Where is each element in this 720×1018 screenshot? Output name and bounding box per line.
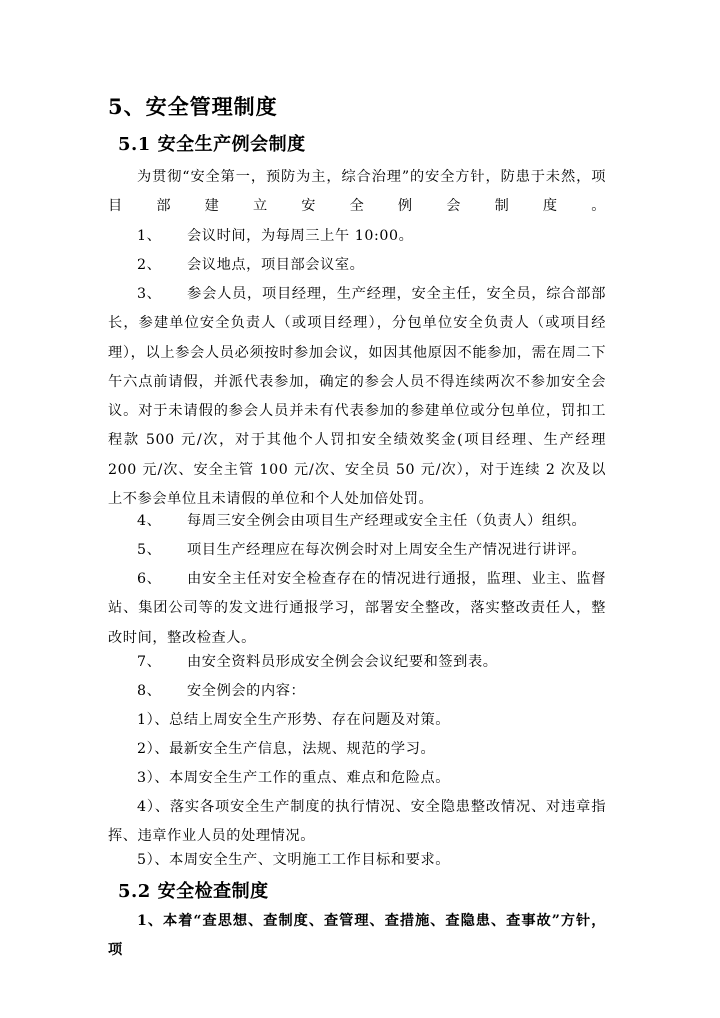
list-item-text: 会议时间，为每周三上午 10:00。: [187, 228, 414, 244]
sub-item-3: 3）、本周安全生产工作的重点、难点和危险点。: [137, 770, 451, 786]
list-item-number: 8、: [137, 683, 162, 699]
section2-first-line: 1、本着“查思想、查制度、查管理、查措施、查隐患、查事故”方针，项: [108, 913, 606, 959]
list-item-number: 4、: [137, 513, 162, 529]
list-item-number: 2、: [137, 257, 162, 273]
list-item-1: [137, 222, 606, 251]
sub-item-4: 4）、落实各项安全生产制度的执行情况、安全隐患整改情况、对违章指挥、违章作业人员的处理情况。: [108, 799, 606, 845]
sub-item-5: 5）、本周安全生产、文明施工工作目标和要求。: [137, 852, 451, 868]
list-item-number: 1、: [137, 228, 162, 244]
list-item-number: 5、: [137, 542, 162, 558]
list-item-8: [137, 677, 606, 706]
list-item-5: [137, 536, 606, 565]
list-item-text: 会议地点，项目部会议室。: [187, 257, 365, 273]
list-item-text: 项目生产经理应在每次例会时对上周安全生产情况进行讲评。: [187, 542, 587, 558]
list-item-number: 6、: [137, 571, 162, 587]
chapter-heading: 5、安全管理制度: [108, 94, 278, 119]
list-item-text: 安全例会的内容：: [187, 683, 306, 699]
section-intro-paragraph: 为贯彻“安全第一，预防为主，综合治理”的安全方针，防患于未然，项目部建立安全例会制度。: [108, 169, 606, 215]
list-item-2: [137, 251, 606, 280]
list-item-7: [137, 648, 606, 677]
list-item-3: [108, 280, 606, 514]
sub-item-2: 2）、最新安全生产信息，法规、规范的学习。: [137, 741, 436, 757]
sub-item-1: 1）、总结上周安全生产形势、存在问题及对策。: [137, 712, 451, 728]
list-item-6: [108, 565, 606, 653]
list-item-number: 7、: [137, 654, 162, 670]
list-item-number: 3、: [137, 286, 162, 302]
list-item-text: 由安全资料员形成安全例会会议纪要和签到表。: [187, 654, 498, 670]
list-item-text: 参会人员，项目经理，生产经理，安全主任，安全员，综合部部长，参建单位安全负责人（或项目经理），分包单位安全负责人（或项目经理），以上参会人员必须按时参加会议，如因其他原因不能参加，需在周二下午六点前请假，并派代表参加，确定的参会人员不得连续两次不参加安全会议。对于未请假的参会人员并未有代表参加的参建单位或分包单位，罚扣工程款 500 元/次，对于其他个人罚扣安全绩效奖金(项目经理、生产经理 200 元/次、安全主管 100 元/次、安全员 50 元/次），对于连续 2 次及以上不参会单位且未请假的单位和个人处加倍处罚。: [108, 286, 606, 508]
list-item-text: 由安全主任对安全检查存在的情况进行通报，监理、业主、监督站、集团公司等的发文进行通报学习，部署安全整改，落实整改责任人，整改时间，整改检查人。: [108, 571, 606, 646]
list-item-4: [137, 507, 606, 536]
section-title-5-1: 5.1 安全生产例会制度: [118, 134, 306, 155]
list-item-text: 每周三安全例会由项目生产经理或安全主任（负责人）组织。: [187, 513, 587, 529]
section-title-5-2: 5.2 安全检查制度: [118, 881, 269, 902]
